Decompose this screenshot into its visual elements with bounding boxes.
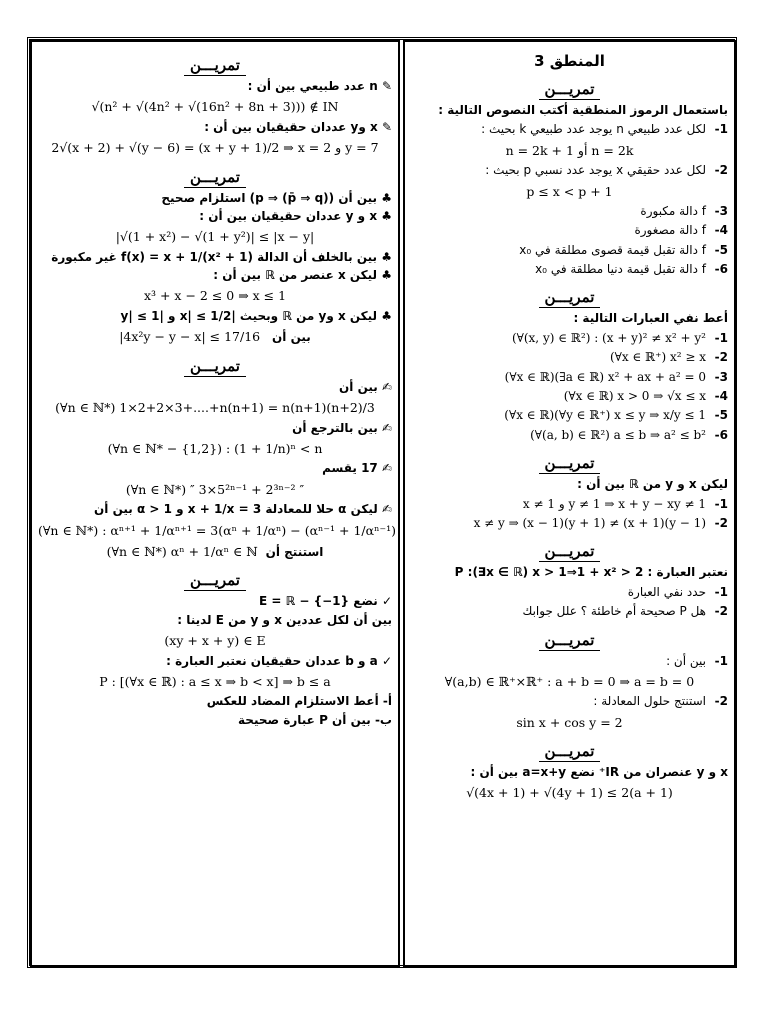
math-line: x³ + x − 2 ≤ 0 ⇒ x ≤ 1 — [143, 288, 287, 304]
list-item: 6- f دالة تقبل قيمة دنيا مطلقة في x₀ — [535, 262, 728, 277]
exercise-line: ♣ x و y عددان حقيقيان بين أن : — [199, 208, 392, 223]
exercise-title: تمريـــن — [38, 571, 392, 591]
exercise-intro: أعط نفي العبارات التالية : — [573, 311, 728, 326]
exercise-title: تمريـــن — [38, 56, 392, 76]
exercise-title: تمريـــن — [411, 542, 728, 562]
exercise-line: ♣ بين أن (p ⇒ (p̄ ⇒ q)) استلزام صحيح — [161, 190, 392, 205]
exercise-line: أ- أعط الاستلزام المضاد للعكس — [206, 694, 392, 709]
list-item: 5- f دالة تقبل قيمة قصوى مطلقة في x₀ — [519, 242, 728, 257]
exercise-intro: نعتبر العبارة : P :(∃x ∈ ℝ) x > 1⇒1 + x² > 2 — [454, 565, 728, 580]
math-line: (∀n ∈ ℕ*) 1×2+2×3+....+n(n+1) = n(n+1)(n+2)/3 — [55, 400, 375, 416]
exercise-line: ✎ n عدد طبيعي بين أن : — [247, 79, 392, 93]
list-item: 2- x ≠ y ⇒ (x − 1)(y + 1) ≠ (x + 1)(y − 1) — [473, 516, 728, 530]
list-item: 3- (∀x ∈ ℝ)(∃a ∈ ℝ) x² + ax + a² = 0 — [504, 369, 728, 384]
math-line: (∀n ∈ ℕ*) ″ 3×5²ⁿ⁻¹ + 2³ⁿ⁻² ″ — [125, 481, 305, 497]
math-line: √(n² + √(4n² + √(16n² + 8n + 3))) ∉ IN — [91, 99, 339, 115]
exercise-line: ♣ ليكن x عنصر من ℝ بين أن : — [213, 268, 392, 283]
exercise-title: تمريـــن — [411, 631, 728, 651]
right-column — [403, 40, 736, 967]
list-item: 1- بين أن : — [666, 653, 728, 668]
exercise-title: تمريـــن — [38, 168, 392, 188]
exercise-title: تمريـــن — [38, 357, 392, 377]
exercise-line: ✍ بين أن — [339, 379, 392, 394]
list-item: 2- استنتج حلول المعادلة : — [593, 694, 728, 709]
exercise-line: ✎ x وy عددان حقيقيان بين أن : — [204, 119, 392, 134]
exercise-intro: ليكن x و y من ℝ بين أن : — [577, 477, 728, 492]
list-item: 1- حدد نفي العبارة — [627, 584, 728, 599]
math-line: 2√(x + 2) + √(y − 6) = (x + y + 1)/2 ⇒ x = 2 و y = 7 — [51, 140, 379, 156]
exercise-line: بين أن لكل عددين x و y من E لدينا : — [177, 612, 392, 627]
exercise-line: ♣ ليكن x وy من ℝ وبحيث |x| ≤ 1/2 و |y| ≤ 1 — [120, 308, 392, 323]
math-line: n = 2k + 1 أو n = 2k — [505, 142, 634, 158]
list-item: 1- x ≠ 1 و y ≠ 1 ⇒ x + y − xy ≠ 1 — [522, 496, 728, 511]
math-line: |√(1 + x²) − √(1 + y²)| ≤ |x − y| — [115, 229, 315, 245]
exercise-title: تمريـــن — [411, 454, 728, 474]
math-line: sin x + cos y = 2 — [516, 714, 623, 730]
exercise-line: ✍ ليكن α حلا للمعادلة x + 1/x = 3 و α > 1 بين أن — [94, 502, 392, 517]
exercise-title: تمريـــن — [411, 742, 728, 762]
exercise-title: تمريـــن — [411, 80, 728, 100]
exercise-title: تمريـــن — [411, 288, 728, 308]
list-item: 1- لكل عدد طبيعي n يوجد عدد طبيعي k بحيث : — [481, 122, 728, 137]
list-item: 2- هل P صحيحة أم خاطئة ؟ علل جوابك — [522, 604, 728, 619]
list-item: 2- لكل عدد حقيقي x يوجد عدد نسبي p بحيث : — [485, 163, 728, 178]
left-column — [30, 40, 400, 967]
math-line: |4x²y − y − x| ≤ 17/16 بين أن — [119, 329, 311, 345]
list-item: 4- f دالة مصغورة — [634, 223, 728, 238]
exercise-line: ب- بين أن P عبارة صحيحة — [238, 712, 392, 727]
exercise-line: ♣ بين بالخلف أن الدالة f(x) = x + 1/(x² + 1) غير مكبورة — [51, 249, 392, 264]
math-line: (xy + x + y) ∈ E — [164, 633, 266, 649]
list-item: 6- (∀(a, b) ∈ ℝ²) a ≤ b ⇒ a² ≤ b² — [530, 427, 728, 442]
exercise-line: ✓ نضع E = ℝ − {−1} — [258, 594, 392, 609]
math-line: (∀n ∈ ℕ*) : αⁿ⁺¹ + 1/αⁿ⁺¹ = 3(αⁿ + 1/αⁿ) − (αⁿ⁻¹ + 1/αⁿ⁻¹) — [38, 522, 396, 538]
exercise-line: ✍ 17 يقسم — [322, 461, 392, 476]
exercise-intro: باستعمال الرموز المنطقية أكتب النصوص التالية : — [438, 103, 728, 117]
list-item: 3- f دالة مكبورة — [640, 203, 728, 218]
math-line: P : [(∀x ∈ ℝ) : a ≤ x ⇒ b < x] ⇒ b ≤ a — [99, 674, 331, 690]
list-item: 5- (∀x ∈ ℝ)(∀y ∈ ℝ⁺) x ≤ y ⇒ x/y ≤ 1 — [504, 408, 728, 423]
list-item: 4- (∀x ∈ ℝ) x > 0 ⇒ √x ≤ x — [563, 389, 728, 404]
exercise-intro: x و y عنصران من IR⁺ نضع a=x+y بين أن : — [470, 765, 728, 780]
list-item: 2- (∀x ∈ ℝ⁺) x² ≥ x — [609, 350, 728, 365]
exercise-line: ✍ بين بالترجع أن — [292, 420, 392, 435]
exercise-line: ✓ a و b عددان حقيقيان نعتبر العبارة : — [166, 653, 392, 668]
document-title: المنطق 3 — [534, 52, 605, 70]
math-line: ∀(a,b) ∈ ℝ⁺×ℝ⁺ : a + b = 0 ⇒ a = b = 0 — [444, 673, 695, 689]
math-line: (∀n ∈ ℕ*) αⁿ + 1/αⁿ ∈ ℕ استنتج أن — [106, 543, 324, 559]
math-line: √(4x + 1) + √(4y + 1) ≤ 2(a + 1) — [466, 785, 673, 801]
list-item: 1- (∀(x, y) ∈ ℝ²) : (x + y)² ≠ x² + y² — [511, 330, 728, 345]
math-line: (∀n ∈ ℕ* − {1,2}) : (1 + 1/n)ⁿ < n — [107, 440, 323, 456]
math-line: p ≤ x < p + 1 — [526, 183, 613, 199]
